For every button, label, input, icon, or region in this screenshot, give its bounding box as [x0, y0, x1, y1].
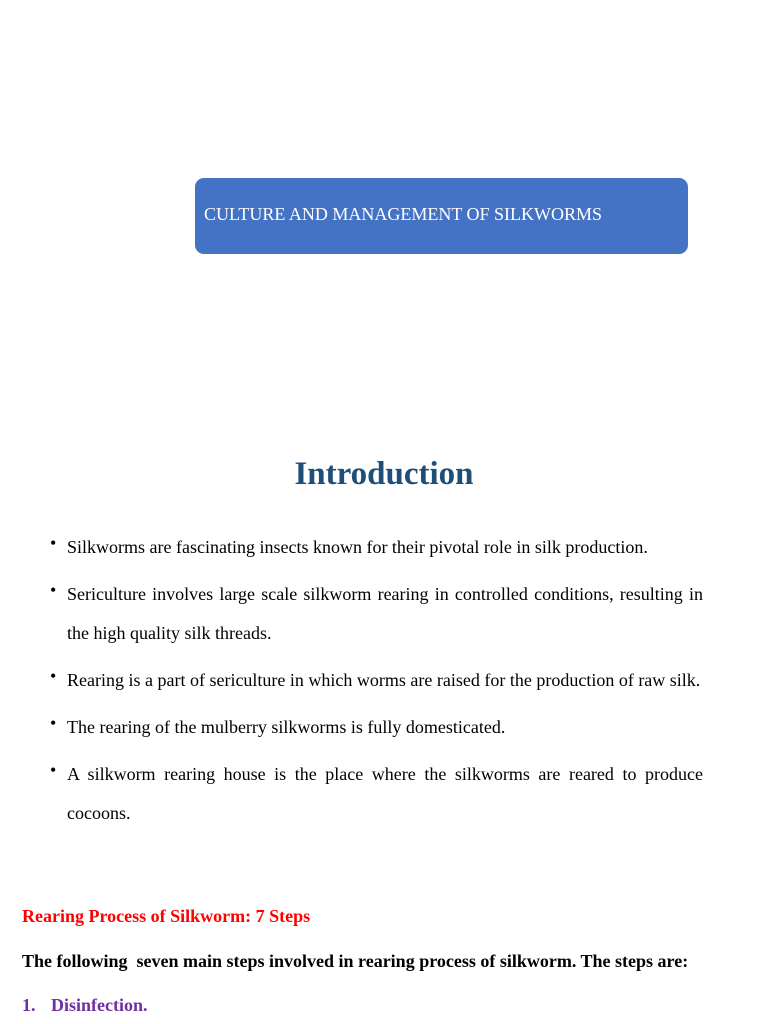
bullet-dot-icon: • [50, 666, 57, 686]
bullet-item [50, 575, 703, 653]
step-item-disinfection [22, 993, 148, 1017]
bullet-item [50, 661, 703, 700]
step-number: 1. [22, 995, 36, 1015]
bullet-text: The rearing of the mulberry silkworms is fully domesticated. [67, 717, 506, 737]
bullet-text: A silkworm rearing house is the place where the silkworms are reared to produce cocoons. [67, 764, 703, 823]
rearing-process-heading: Rearing Process of Silkworm: 7 Steps [22, 906, 311, 926]
bullet-text: Rearing is a part of sericulture in which worms are raised for the production of raw silk. [67, 670, 701, 690]
steps-intro-text: The following seven main steps involved in rearing process of silkworm. The steps are: [22, 951, 689, 971]
title-box [195, 178, 688, 254]
bullet-item [50, 755, 703, 833]
bullet-item [50, 708, 703, 747]
bullet-dot-icon: • [50, 533, 57, 553]
step-label: Disinfection. [51, 995, 148, 1015]
bullet-text: Sericulture involves large scale silkworm rearing in controlled conditions, resulting in the high quality silk threads. [67, 584, 703, 643]
bullet-item [50, 528, 703, 567]
bullet-text: Silkworms are fascinating insects known for their pivotal role in silk production. [67, 537, 648, 557]
document-title: CULTURE AND MANAGEMENT OF SILKWORMS [204, 204, 603, 224]
bullet-dot-icon: • [50, 580, 57, 600]
bullet-dot-icon: • [50, 760, 57, 780]
bullet-dot-icon: • [50, 713, 57, 733]
introduction-bullet-list [50, 528, 703, 841]
introduction-heading: Introduction [294, 456, 474, 492]
